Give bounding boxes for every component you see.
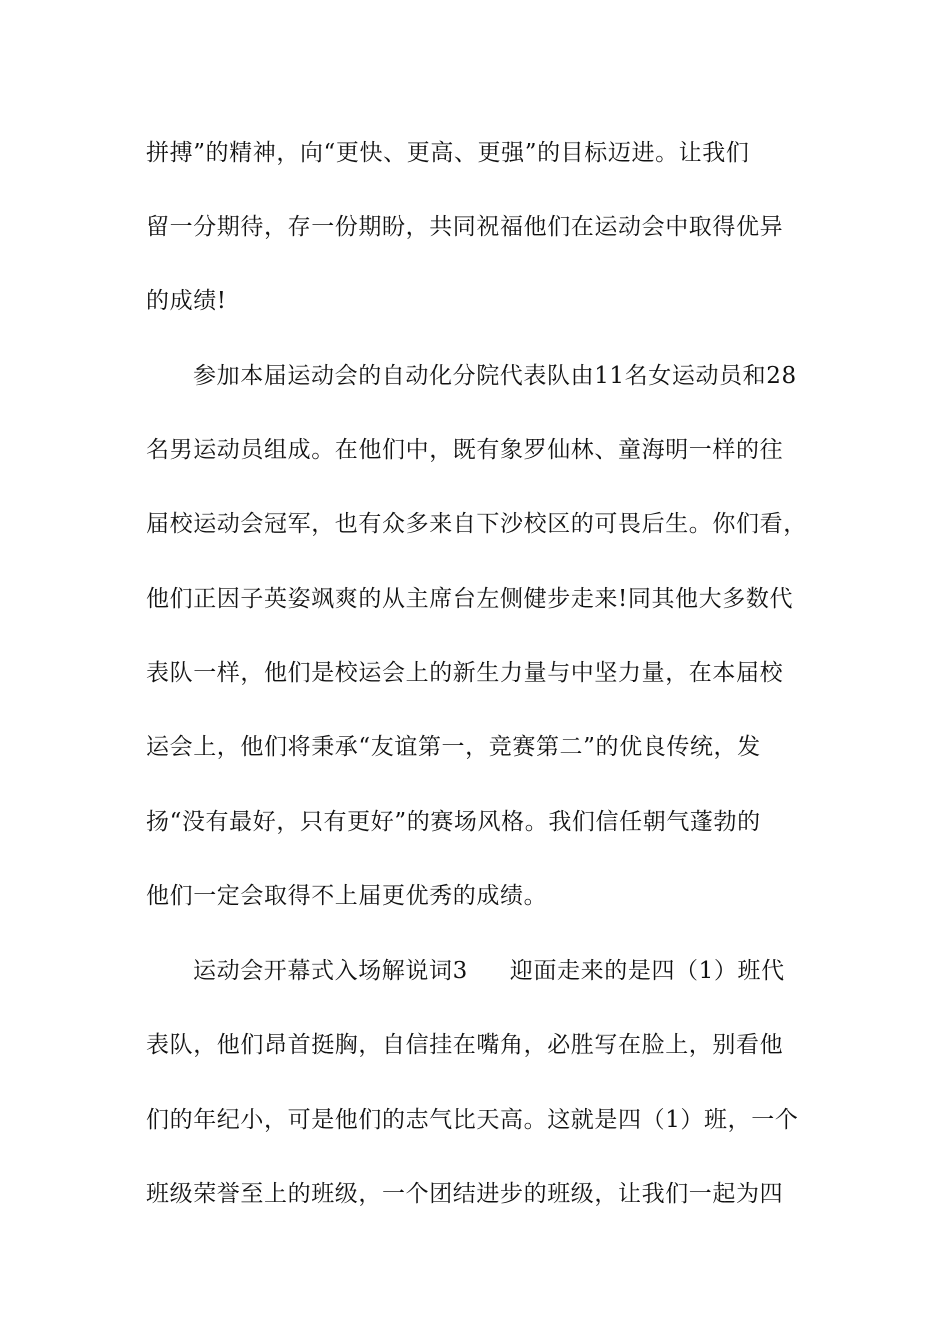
paragraph-first-line: [193, 956, 883, 986]
text-line: 们的年纪小，可是他们的志气比天高。这就是四（1）班，一个: [146, 1107, 799, 1133]
text-line: 拼搏”的精神，向“更快、更高、更强”的目标迈进。让我们: [146, 140, 750, 166]
text-line: 扬“没有最好，只有更好”的赛场风格。我们信任朝气蓬勃的: [146, 809, 761, 835]
text-line: 他们一定会取得不上届更优秀的成绩。: [146, 883, 548, 909]
text-line: 运会上，他们将秉承“友谊第一，竞赛第二”的优良传统，发: [146, 734, 761, 760]
text-line: 名男运动员组成。在他们中，既有象罗仙林、童海明一样的往: [146, 437, 784, 463]
text-line: 留一分期待，存一份期盼，共同祝福他们在运动会中取得优异: [146, 214, 784, 240]
section-heading: 运动会开幕式入场解说词3: [193, 958, 468, 984]
text-line: 班级荣誉至上的班级，一个团结进步的班级，让我们一起为四: [146, 1181, 784, 1207]
text-line: 他们正因子英姿飒爽的从主席台左侧健步走来!同其他大多数代: [146, 586, 794, 612]
text-line: 表队一样，他们是校运会上的新生力量与中坚力量，在本届校: [146, 660, 784, 686]
text-line: 届校运动会冠军，也有众多来自下沙校区的可畏后生。你们看，: [146, 511, 807, 537]
text-line: 表队，他们昂首挺胸，自信挂在嘴角，必胜写在脸上，别看他: [146, 1032, 784, 1058]
text-line: 迎面走来的是四（1）班代: [509, 958, 785, 984]
paragraph-first-line: 参加本届运动会的自动化分院代表队由11名女运动员和28: [193, 363, 797, 389]
text-line: 的成绩!: [146, 288, 227, 314]
